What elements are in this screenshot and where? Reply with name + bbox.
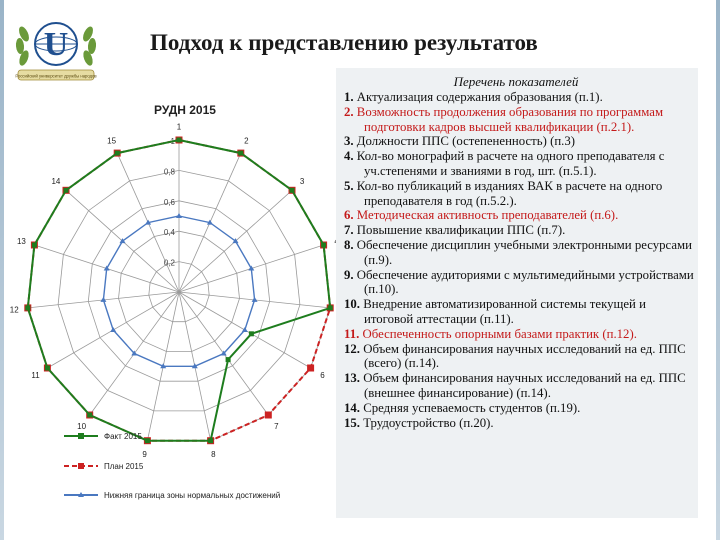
indicator-list-title: Перечень показателей	[453, 74, 579, 89]
radial-tick-label: 1	[170, 137, 175, 146]
indicator-number: 14.	[344, 400, 360, 415]
indicator-item	[344, 401, 694, 416]
indicator-number: 9.	[344, 267, 354, 282]
indicator-text: Методическая активность преподавателей (п.6).	[353, 208, 619, 223]
data-point	[145, 438, 150, 443]
axis-label: 9	[142, 450, 147, 460]
indicator-list-panel	[336, 68, 698, 518]
indicator-number: 3.	[344, 134, 354, 149]
indicator-text: Обеспечение дисциплин учебными электронными ресурсами (п.9).	[353, 237, 692, 267]
indicator-text: Объем финансирования научных исследований на ед. ППС (всего) (п.14).	[360, 341, 686, 371]
axis-label: 2	[244, 136, 249, 146]
logo-letter: U	[43, 26, 69, 63]
data-point	[265, 412, 272, 419]
data-point	[177, 138, 182, 143]
data-point	[321, 243, 326, 248]
university-logo	[10, 12, 102, 84]
logo-ribbon-text: Российский университет дружбы народов	[15, 73, 97, 79]
indicator-text: Трудоустройство (п.20).	[360, 415, 494, 430]
data-point	[226, 357, 231, 362]
indicator-text: Кол-во монографий в расчете на одного преподавателя с уч.степенями и званиями в год, шт. (п.5.1).	[353, 149, 665, 178]
slide-border-right	[716, 0, 720, 540]
indicator-number: 12.	[344, 341, 360, 356]
indicator-text: Должности ППС (остепененность) (п.3)	[353, 134, 576, 149]
indicator-item	[344, 90, 694, 105]
legend-label: План 2015	[104, 462, 144, 471]
indicator-item	[344, 327, 694, 342]
indicator-number: 13.	[344, 371, 360, 386]
data-point	[290, 188, 295, 193]
data-point	[32, 243, 37, 248]
data-point	[87, 413, 92, 418]
indicator-number: 7.	[344, 223, 354, 238]
axis-label: 11	[31, 370, 40, 380]
indicator-text: Актуализация содержания образования (п.1).	[353, 90, 603, 104]
indicator-item	[344, 179, 694, 209]
data-point	[249, 331, 254, 336]
indicator-text: Обеспечение аудиториями с мультимедийными устройствами (п.10).	[353, 267, 694, 297]
legend-marker	[78, 463, 84, 469]
chart-title: РУДН 2015	[154, 103, 216, 117]
indicator-text: Внедрение автоматизированной системы текущей и итоговой аттестации (п.11).	[360, 297, 646, 326]
data-point	[64, 188, 69, 193]
data-point	[328, 305, 333, 310]
radial-tick-label: 0,8	[163, 167, 175, 177]
indicator-item	[344, 134, 694, 149]
data-point	[176, 213, 182, 218]
indicator-text: Возможность продолжения образования по программам подготовки кадров высшей квалификации (п.2.1).	[353, 104, 664, 134]
indicator-number: 8.	[344, 237, 354, 252]
indicator-item	[344, 297, 694, 327]
indicator-item	[344, 238, 694, 268]
axis-label: 12	[9, 305, 19, 315]
indicator-number: 4.	[344, 149, 354, 164]
data-point	[115, 151, 120, 156]
indicator-item	[344, 268, 694, 298]
legend-label: Факт 2015	[104, 432, 142, 441]
axis-label: 3	[299, 177, 305, 187]
indicator-text: Объем финансирования научных исследований на ед. ППС (внешнее финансирование) (п.14).	[360, 371, 686, 400]
indicator-item	[344, 105, 694, 135]
indicator-number: 2.	[344, 104, 354, 119]
axis-label: 1	[176, 122, 182, 132]
indicator-item	[344, 342, 694, 372]
indicator-list	[344, 90, 694, 430]
slide-title: Подход к представлению результатов	[150, 30, 538, 55]
indicator-item	[344, 416, 694, 431]
indicator-number: 1.	[344, 90, 354, 104]
indicator-number: 15.	[344, 415, 360, 430]
axis-label: 13	[16, 236, 26, 246]
data-point	[238, 151, 243, 156]
data-point	[25, 305, 30, 310]
chart-panel	[9, 96, 342, 510]
data-point	[242, 327, 248, 332]
indicator-item	[344, 223, 694, 238]
axis-label: 6	[320, 370, 325, 380]
indicator-text: Средняя успеваемость студентов (п.19).	[360, 400, 581, 415]
axis-label: 10	[77, 422, 87, 431]
indicator-text: Повышение квалификации ППС (п.7).	[353, 223, 566, 238]
indicator-number: 6.	[344, 208, 354, 223]
radar-chart	[9, 96, 342, 510]
legend-label: Нижняя граница зоны нормальных достижений	[104, 491, 281, 500]
indicator-item	[344, 149, 694, 179]
indicator-number: 11.	[344, 326, 360, 341]
slide-border-left	[0, 0, 4, 540]
radial-tick-label: 0,6	[163, 197, 175, 207]
indicator-number: 5.	[344, 178, 354, 193]
axis-label: 8	[211, 450, 216, 460]
data-point	[110, 327, 116, 332]
data-point	[45, 366, 50, 371]
data-point	[307, 365, 314, 372]
axis-label: 14	[51, 177, 61, 187]
data-point	[208, 438, 213, 443]
axis-label: 7	[274, 422, 279, 431]
indicator-text: Кол-во публикаций в изданиях ВАК в расчете на одного преподавателя в год (п.5.2.).	[353, 178, 663, 208]
radial-tick-label: 0,2	[163, 258, 175, 268]
indicator-item	[344, 371, 694, 401]
legend-marker	[78, 433, 84, 439]
indicator-text: Обеспеченность опорными базами практик (п.12).	[359, 326, 637, 341]
indicator-item	[344, 208, 694, 223]
indicator-number: 10.	[344, 297, 360, 312]
axis-label: 15	[107, 136, 117, 146]
radial-tick-label: 0,4	[163, 228, 175, 238]
